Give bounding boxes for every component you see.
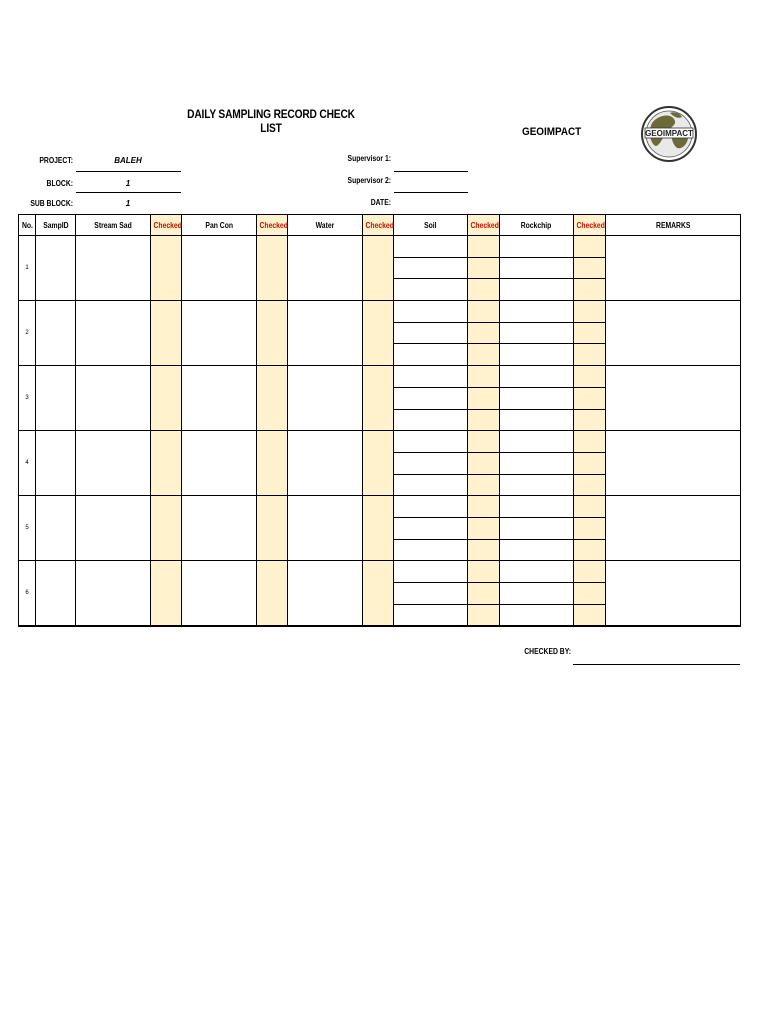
checked-stream-cell[interactable] bbox=[151, 236, 182, 301]
checked-soil-cell[interactable] bbox=[468, 387, 500, 409]
checked-soil-cell[interactable] bbox=[468, 409, 500, 431]
soil-cell[interactable] bbox=[394, 583, 468, 605]
water-cell[interactable] bbox=[288, 431, 363, 496]
supervisor2-underline bbox=[394, 192, 468, 193]
rockchip-cell[interactable] bbox=[500, 366, 574, 388]
soil-cell[interactable] bbox=[394, 496, 468, 518]
checked-rockchip-cell[interactable] bbox=[574, 257, 606, 279]
checked-soil-cell[interactable] bbox=[468, 344, 500, 366]
soil-cell[interactable] bbox=[394, 431, 468, 453]
header-soil: Soil bbox=[394, 215, 468, 236]
rockchip-cell[interactable] bbox=[500, 496, 574, 518]
header-sampid: SampID bbox=[36, 215, 76, 236]
checked-rockchip-cell[interactable] bbox=[574, 236, 606, 258]
row-number-cell[interactable]: 1 bbox=[19, 236, 36, 301]
stream-sad-cell[interactable] bbox=[76, 236, 151, 301]
remarks-cell[interactable] bbox=[606, 301, 741, 366]
checked-by-underline bbox=[573, 664, 740, 665]
soil-cell[interactable] bbox=[394, 539, 468, 561]
checked-rockchip-cell[interactable] bbox=[574, 301, 606, 323]
water-cell[interactable] bbox=[288, 236, 363, 301]
table-row bbox=[19, 366, 741, 388]
pan-con-cell[interactable] bbox=[182, 496, 257, 561]
checked-soil-cell[interactable] bbox=[468, 517, 500, 539]
sampid-cell[interactable] bbox=[36, 366, 76, 431]
checked-pan-cell[interactable] bbox=[257, 496, 288, 561]
checked-soil-cell[interactable] bbox=[468, 452, 500, 474]
checked-rockchip-cell[interactable] bbox=[574, 561, 606, 583]
remarks-cell[interactable] bbox=[606, 561, 741, 627]
row-number-cell[interactable]: 2 bbox=[19, 301, 36, 366]
subblock-value[interactable]: 1 bbox=[125, 199, 131, 208]
supervisor1-underline bbox=[394, 171, 468, 172]
rockchip-cell[interactable] bbox=[500, 301, 574, 323]
checked-pan-cell[interactable] bbox=[257, 236, 288, 301]
checked-rockchip-cell[interactable] bbox=[574, 474, 606, 496]
header-checked-rockchip: Checked bbox=[574, 215, 606, 236]
rockchip-cell[interactable] bbox=[500, 517, 574, 539]
block-label: BLOCK: bbox=[46, 179, 73, 188]
checked-soil-cell[interactable] bbox=[468, 366, 500, 388]
soil-cell[interactable] bbox=[394, 409, 468, 431]
checked-soil-cell[interactable] bbox=[468, 279, 500, 301]
soil-cell[interactable] bbox=[394, 322, 468, 344]
table-row bbox=[19, 431, 741, 453]
checked-water-cell[interactable] bbox=[363, 431, 394, 496]
checked-soil-cell[interactable] bbox=[468, 474, 500, 496]
soil-cell[interactable] bbox=[394, 257, 468, 279]
checked-pan-cell[interactable] bbox=[257, 431, 288, 496]
checked-water-cell[interactable] bbox=[363, 301, 394, 366]
sampid-cell[interactable] bbox=[36, 431, 76, 496]
brand-name: GEOIMPACT bbox=[522, 126, 582, 138]
checked-soil-cell[interactable] bbox=[468, 539, 500, 561]
header-checked-soil: Checked bbox=[468, 215, 500, 236]
checked-by-label: CHECKED BY: bbox=[524, 647, 571, 656]
pan-con-cell[interactable] bbox=[182, 301, 257, 366]
logo-text: GEOIMPACT bbox=[645, 129, 693, 138]
checked-soil-cell[interactable] bbox=[468, 496, 500, 518]
header-remarks: REMARKS bbox=[606, 215, 741, 236]
checked-rockchip-cell[interactable] bbox=[574, 452, 606, 474]
table-header-row bbox=[19, 215, 741, 236]
soil-cell[interactable] bbox=[394, 279, 468, 301]
header-checked-stream: Checked bbox=[151, 215, 182, 236]
date-label: DATE: bbox=[370, 198, 391, 207]
checked-rockchip-cell[interactable] bbox=[574, 409, 606, 431]
pan-con-cell[interactable] bbox=[182, 236, 257, 301]
remarks-cell[interactable] bbox=[606, 366, 741, 431]
checked-rockchip-cell[interactable] bbox=[574, 583, 606, 605]
block-underline bbox=[76, 192, 181, 193]
checked-pan-cell[interactable] bbox=[257, 301, 288, 366]
checked-rockchip-cell[interactable] bbox=[574, 431, 606, 453]
header-checked-pan: Checked bbox=[257, 215, 288, 236]
water-cell[interactable] bbox=[288, 366, 363, 431]
soil-cell[interactable] bbox=[394, 344, 468, 366]
checked-rockchip-cell[interactable] bbox=[574, 496, 606, 518]
checked-rockchip-cell[interactable] bbox=[574, 279, 606, 301]
supervisor2-label: Supervisor 2: bbox=[347, 176, 391, 185]
row-number-cell[interactable]: 3 bbox=[19, 366, 36, 431]
checked-rockchip-cell[interactable] bbox=[574, 322, 606, 344]
pan-con-cell[interactable] bbox=[182, 561, 257, 627]
checked-soil-cell[interactable] bbox=[468, 236, 500, 258]
checked-soil-cell[interactable] bbox=[468, 604, 500, 626]
checked-soil-cell[interactable] bbox=[468, 301, 500, 323]
rockchip-cell[interactable] bbox=[500, 604, 574, 626]
header-checked-water: Checked bbox=[363, 215, 394, 236]
row-number-cell[interactable]: 5 bbox=[19, 496, 36, 561]
row-number-cell[interactable]: 4 bbox=[19, 431, 36, 496]
checked-stream-cell[interactable] bbox=[151, 366, 182, 431]
checked-soil-cell[interactable] bbox=[468, 322, 500, 344]
checked-water-cell[interactable] bbox=[363, 236, 394, 301]
header-pan-con: Pan Con bbox=[182, 215, 257, 236]
geoimpact-logo-icon bbox=[640, 105, 698, 163]
rockchip-cell[interactable] bbox=[500, 474, 574, 496]
row-number-cell[interactable]: 6 bbox=[19, 561, 36, 627]
soil-cell[interactable] bbox=[394, 236, 468, 258]
checked-rockchip-cell[interactable] bbox=[574, 366, 606, 388]
soil-cell[interactable] bbox=[394, 604, 468, 626]
rockchip-cell[interactable] bbox=[500, 409, 574, 431]
checked-pan-cell[interactable] bbox=[257, 561, 288, 627]
stream-sad-cell[interactable] bbox=[76, 561, 151, 627]
remarks-cell[interactable] bbox=[606, 496, 741, 561]
subblock-label: SUB BLOCK: bbox=[30, 199, 73, 208]
checked-water-cell[interactable] bbox=[363, 561, 394, 627]
header-water: Water bbox=[288, 215, 363, 236]
checked-water-cell[interactable] bbox=[363, 496, 394, 561]
checked-stream-cell[interactable] bbox=[151, 301, 182, 366]
checked-soil-cell[interactable] bbox=[468, 431, 500, 453]
sampid-cell[interactable] bbox=[36, 496, 76, 561]
block-value[interactable]: 1 bbox=[125, 179, 131, 188]
checked-soil-cell[interactable] bbox=[468, 561, 500, 583]
table-row bbox=[19, 496, 741, 518]
water-cell[interactable] bbox=[288, 496, 363, 561]
stream-sad-cell[interactable] bbox=[76, 496, 151, 561]
rockchip-cell[interactable] bbox=[500, 279, 574, 301]
checked-rockchip-cell[interactable] bbox=[574, 604, 606, 626]
soil-cell[interactable] bbox=[394, 561, 468, 583]
rockchip-cell[interactable] bbox=[500, 257, 574, 279]
header-no: No. bbox=[19, 215, 36, 236]
sampid-cell[interactable] bbox=[36, 301, 76, 366]
sampling-checklist-table bbox=[18, 214, 741, 627]
checked-rockchip-cell[interactable] bbox=[574, 344, 606, 366]
project-underline bbox=[76, 171, 181, 172]
checked-soil-cell[interactable] bbox=[468, 257, 500, 279]
soil-cell[interactable] bbox=[394, 387, 468, 409]
sampid-cell[interactable] bbox=[36, 236, 76, 301]
stream-sad-cell[interactable] bbox=[76, 366, 151, 431]
rockchip-cell[interactable] bbox=[500, 236, 574, 258]
rockchip-cell[interactable] bbox=[500, 322, 574, 344]
rockchip-cell[interactable] bbox=[500, 539, 574, 561]
sampid-cell[interactable] bbox=[36, 561, 76, 627]
project-value[interactable]: BALEH bbox=[114, 156, 142, 165]
checked-water-cell[interactable] bbox=[363, 366, 394, 431]
pan-con-cell[interactable] bbox=[182, 431, 257, 496]
soil-cell[interactable] bbox=[394, 301, 468, 323]
soil-cell[interactable] bbox=[394, 452, 468, 474]
page-title: DAILY SAMPLING RECORD CHECK LIST bbox=[187, 107, 355, 135]
checked-stream-cell[interactable] bbox=[151, 496, 182, 561]
soil-cell[interactable] bbox=[394, 474, 468, 496]
rockchip-cell[interactable] bbox=[500, 344, 574, 366]
rockchip-cell[interactable] bbox=[500, 387, 574, 409]
header-stream-sad: Stream Sad bbox=[76, 215, 151, 236]
water-cell[interactable] bbox=[288, 301, 363, 366]
checked-stream-cell[interactable] bbox=[151, 561, 182, 627]
table-row bbox=[19, 236, 741, 258]
project-label: PROJECT: bbox=[39, 156, 73, 165]
header-rockchip: Rockchip bbox=[500, 215, 574, 236]
rockchip-cell[interactable] bbox=[500, 583, 574, 605]
rockchip-cell[interactable] bbox=[500, 452, 574, 474]
checked-pan-cell[interactable] bbox=[257, 366, 288, 431]
checked-rockchip-cell[interactable] bbox=[574, 387, 606, 409]
remarks-cell[interactable] bbox=[606, 236, 741, 301]
supervisor1-label: Supervisor 1: bbox=[347, 154, 391, 163]
rockchip-cell[interactable] bbox=[500, 431, 574, 453]
stream-sad-cell[interactable] bbox=[76, 301, 151, 366]
checked-rockchip-cell[interactable] bbox=[574, 539, 606, 561]
table-row bbox=[19, 301, 741, 323]
checked-stream-cell[interactable] bbox=[151, 431, 182, 496]
water-cell[interactable] bbox=[288, 561, 363, 627]
stream-sad-cell[interactable] bbox=[76, 431, 151, 496]
pan-con-cell[interactable] bbox=[182, 366, 257, 431]
remarks-cell[interactable] bbox=[606, 431, 741, 496]
rockchip-cell[interactable] bbox=[500, 561, 574, 583]
table-row bbox=[19, 561, 741, 583]
checked-rockchip-cell[interactable] bbox=[574, 517, 606, 539]
soil-cell[interactable] bbox=[394, 517, 468, 539]
checked-soil-cell[interactable] bbox=[468, 583, 500, 605]
soil-cell[interactable] bbox=[394, 366, 468, 388]
